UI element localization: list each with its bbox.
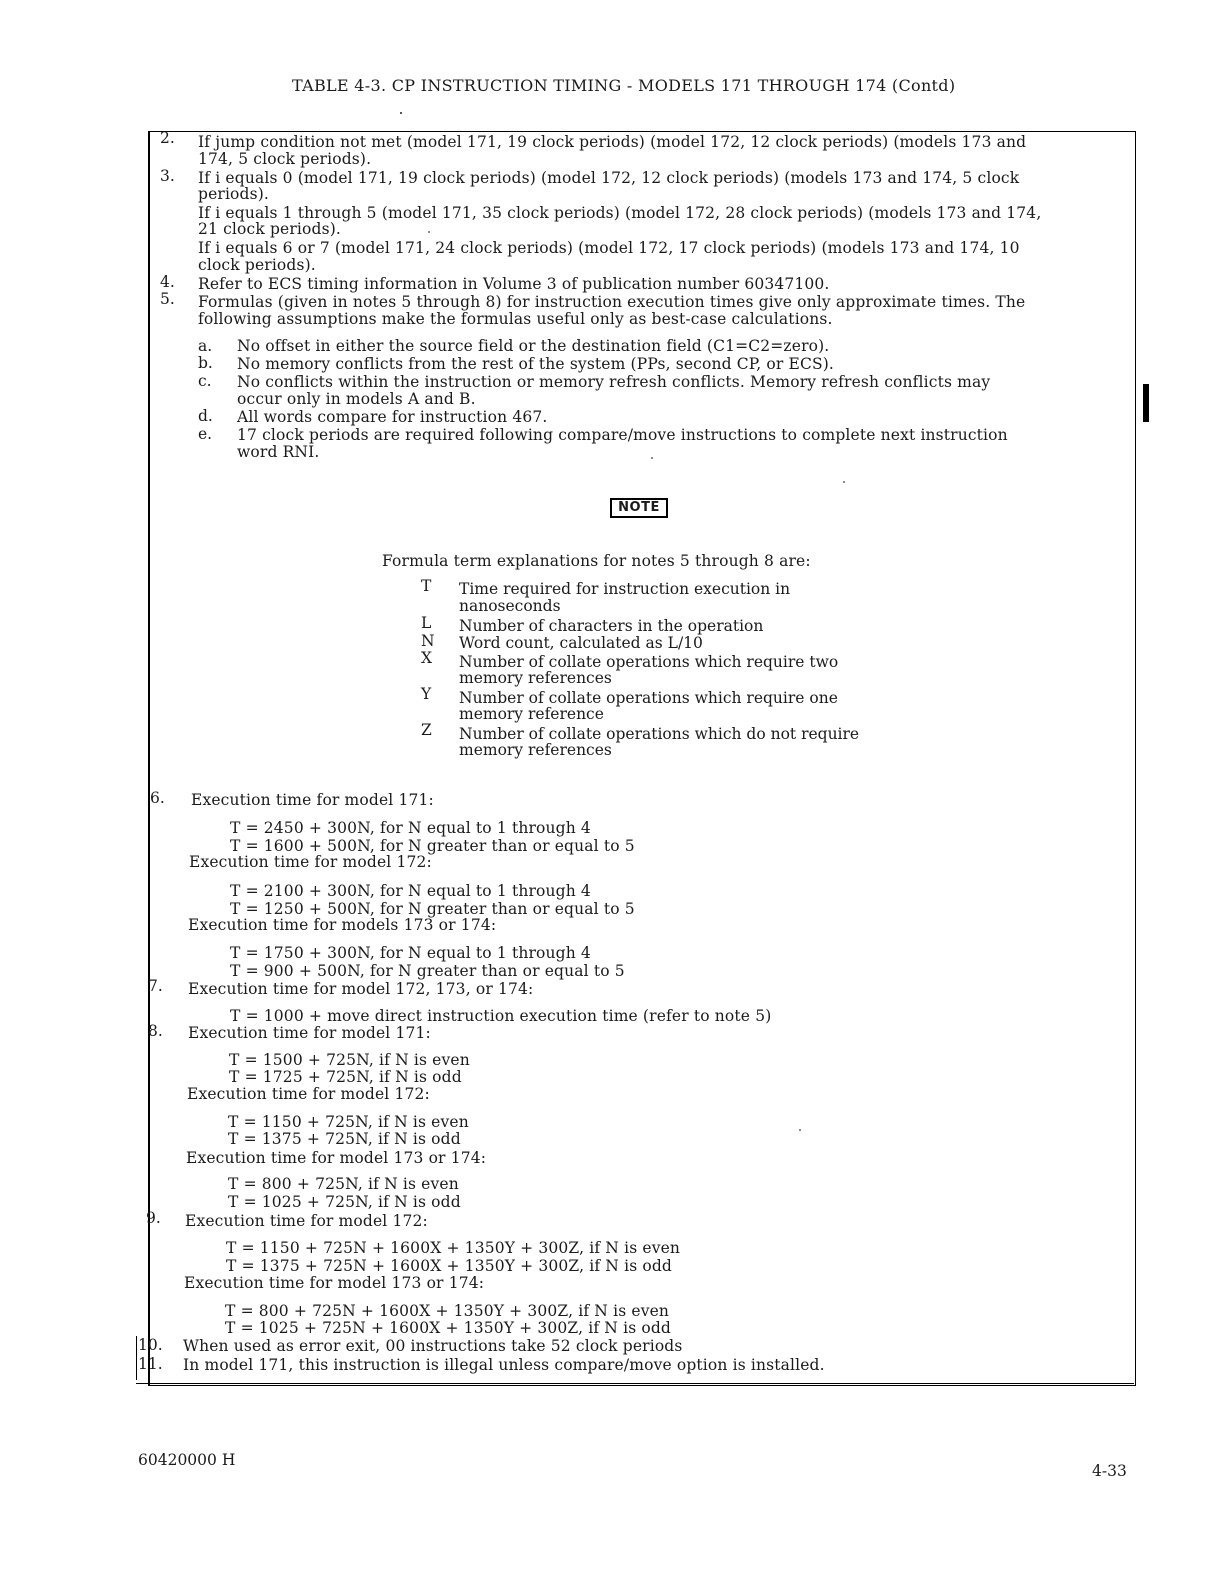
note-number: 9. [146,1209,161,1227]
table-left-rule [136,1336,137,1380]
note-label-box: NOTE [610,498,668,518]
assumption-text: occur only in models A and B. [237,390,476,408]
note-text: When used as error exit, 00 instructions take 52 clock periods [183,1337,683,1355]
term-description: Number of characters in the operation [459,617,764,635]
note-text: If i equals 0 (model 171, 19 clock periods) (model 172, 12 clock periods) (models 173 and 174, 5 clock [198,169,1020,187]
table-title: TABLE 4-3. CP INSTRUCTION TIMING - MODELS 171 THROUGH 174 (Contd) [292,76,956,95]
term-description: nanoseconds [459,597,561,615]
change-bar [1143,384,1149,422]
exec-heading: Execution time for model 171: [191,791,434,809]
formula-line: T = 1250 + 500N, for N greater than or equal to 5 [230,900,635,918]
note-text: If jump condition not met (model 171, 19 clock periods) (model 172, 12 clock periods) (models 173 and [198,133,1027,151]
exec-heading: Execution time for model 173 or 174: [186,1149,487,1167]
formula-line: T = 800 + 725N, if N is even [228,1175,459,1193]
scan-speck [651,457,653,459]
scan-speck [843,481,845,483]
term-symbol: L [421,614,432,632]
exec-heading: Execution time for model 172: [185,1212,428,1230]
scan-speck [799,1129,801,1131]
formula-line: T = 800 + 725N + 1600X + 1350Y + 300Z, if N is even [225,1302,670,1320]
note-text: If i equals 6 or 7 (model 171, 24 clock periods) (model 172, 17 clock periods) (models 173 and 174, 10 [198,239,1020,257]
formula-line: T = 900 + 500N, for N greater than or equal to 5 [230,962,625,980]
term-symbol: Y [421,685,432,703]
term-description: Number of collate operations which require one [459,689,838,707]
exec-heading: Execution time for models 173 or 174: [188,916,497,934]
note-text: following assumptions make the formulas useful only as best-case calculations. [198,310,833,328]
formula-line: T = 1500 + 725N, if N is even [229,1051,470,1069]
exec-heading: Execution time for model 173 or 174: [184,1274,485,1292]
document-number: 60420000 H [138,1451,236,1469]
term-description: memory references [459,669,612,687]
formula-line: T = 1600 + 500N, for N greater than or equal to 5 [230,837,635,855]
scan-speck [400,112,402,114]
note-text: Formulas (given in notes 5 through 8) for instruction execution times give only approximate times. The [198,293,1026,311]
note-number: 6. [150,789,165,807]
note-number: 5. [160,290,175,308]
formula-line: T = 1150 + 725N + 1600X + 1350Y + 300Z, if N is even [226,1239,681,1257]
note-text: clock periods). [198,256,316,274]
assumption-letter: c. [198,372,212,390]
note-number: 4. [160,273,175,291]
term-description: memory references [459,741,612,759]
assumption-text: No conflicts within the instruction or memory refresh conflicts. Memory refresh conflicts may [237,373,991,391]
term-symbol: Z [421,721,432,739]
table-bottom-rule [136,1383,1134,1384]
term-description: memory reference [459,705,604,723]
assumption-text: 17 clock periods are required following compare/move instructions to complete next instruction [237,426,1008,444]
exec-heading: Execution time for model 172, 173, or 174: [188,980,534,998]
note-text: periods). [198,185,269,203]
assumption-letter: d. [198,407,213,425]
formula-line: T = 1025 + 725N + 1600X + 1350Y + 300Z, if N is odd [225,1319,672,1337]
exec-heading: Execution time for model 172: [187,1085,430,1103]
note-number: 2. [160,129,175,147]
scan-speck [428,231,430,233]
formula-line: T = 1000 + move direct instruction execution time (refer to note 5) [230,1007,772,1025]
assumption-text: word RNI. [237,443,320,461]
term-description: Number of collate operations which require two [459,653,839,671]
assumption-letter: e. [198,425,213,443]
term-description: Word count, calculated as L/10 [459,634,703,652]
note-text: 21 clock periods). [198,220,341,238]
term-symbol: T [421,577,432,595]
exec-heading: Execution time for model 172: [189,853,432,871]
formula-line: T = 2450 + 300N, for N equal to 1 through 4 [230,819,591,837]
formula-line: T = 1025 + 725N, if N is odd [228,1193,461,1211]
term-symbol: N [421,632,435,650]
assumption-text: All words compare for instruction 467. [237,408,548,426]
note-text: If i equals 1 through 5 (model 171, 35 clock periods) (model 172, 28 clock periods) (models 173 and 174, [198,204,1042,222]
formula-line: T = 1150 + 725N, if N is even [228,1113,469,1131]
assumption-text: No offset in either the source field or the destination field (C1=C2=zero). [237,337,830,355]
note-number: 3. [160,167,175,185]
note-text: Refer to ECS timing information in Volume 3 of publication number 60347100. [198,275,830,293]
assumption-text: No memory conflicts from the rest of the system (PPs, second CP, or ECS). [237,355,835,373]
formula-line: T = 1750 + 300N, for N equal to 1 through 4 [230,944,591,962]
page-number: 4-33 [1092,1462,1127,1480]
formula-line: T = 2100 + 300N, for N equal to 1 through 4 [230,882,591,900]
note-number: 11. [138,1355,163,1373]
term-description: Number of collate operations which do not require [459,725,860,743]
formula-intro: Formula term explanations for notes 5 through 8 are: [382,552,811,570]
note-text: 174, 5 clock periods). [198,150,372,168]
note-number: 10. [138,1336,163,1354]
note-number: 7. [148,977,163,995]
note-text: In model 171, this instruction is illegal unless compare/move option is installed. [183,1356,825,1374]
note-number: 8. [148,1022,163,1040]
term-symbol: X [421,649,433,667]
formula-line: T = 1375 + 725N, if N is odd [228,1130,461,1148]
exec-heading: Execution time for model 171: [188,1024,431,1042]
formula-line: T = 1725 + 725N, if N is odd [229,1068,462,1086]
assumption-letter: a. [198,337,213,355]
formula-line: T = 1375 + 725N + 1600X + 1350Y + 300Z, if N is odd [226,1257,673,1275]
term-description: Time required for instruction execution in [459,580,791,598]
assumption-letter: b. [198,354,213,372]
